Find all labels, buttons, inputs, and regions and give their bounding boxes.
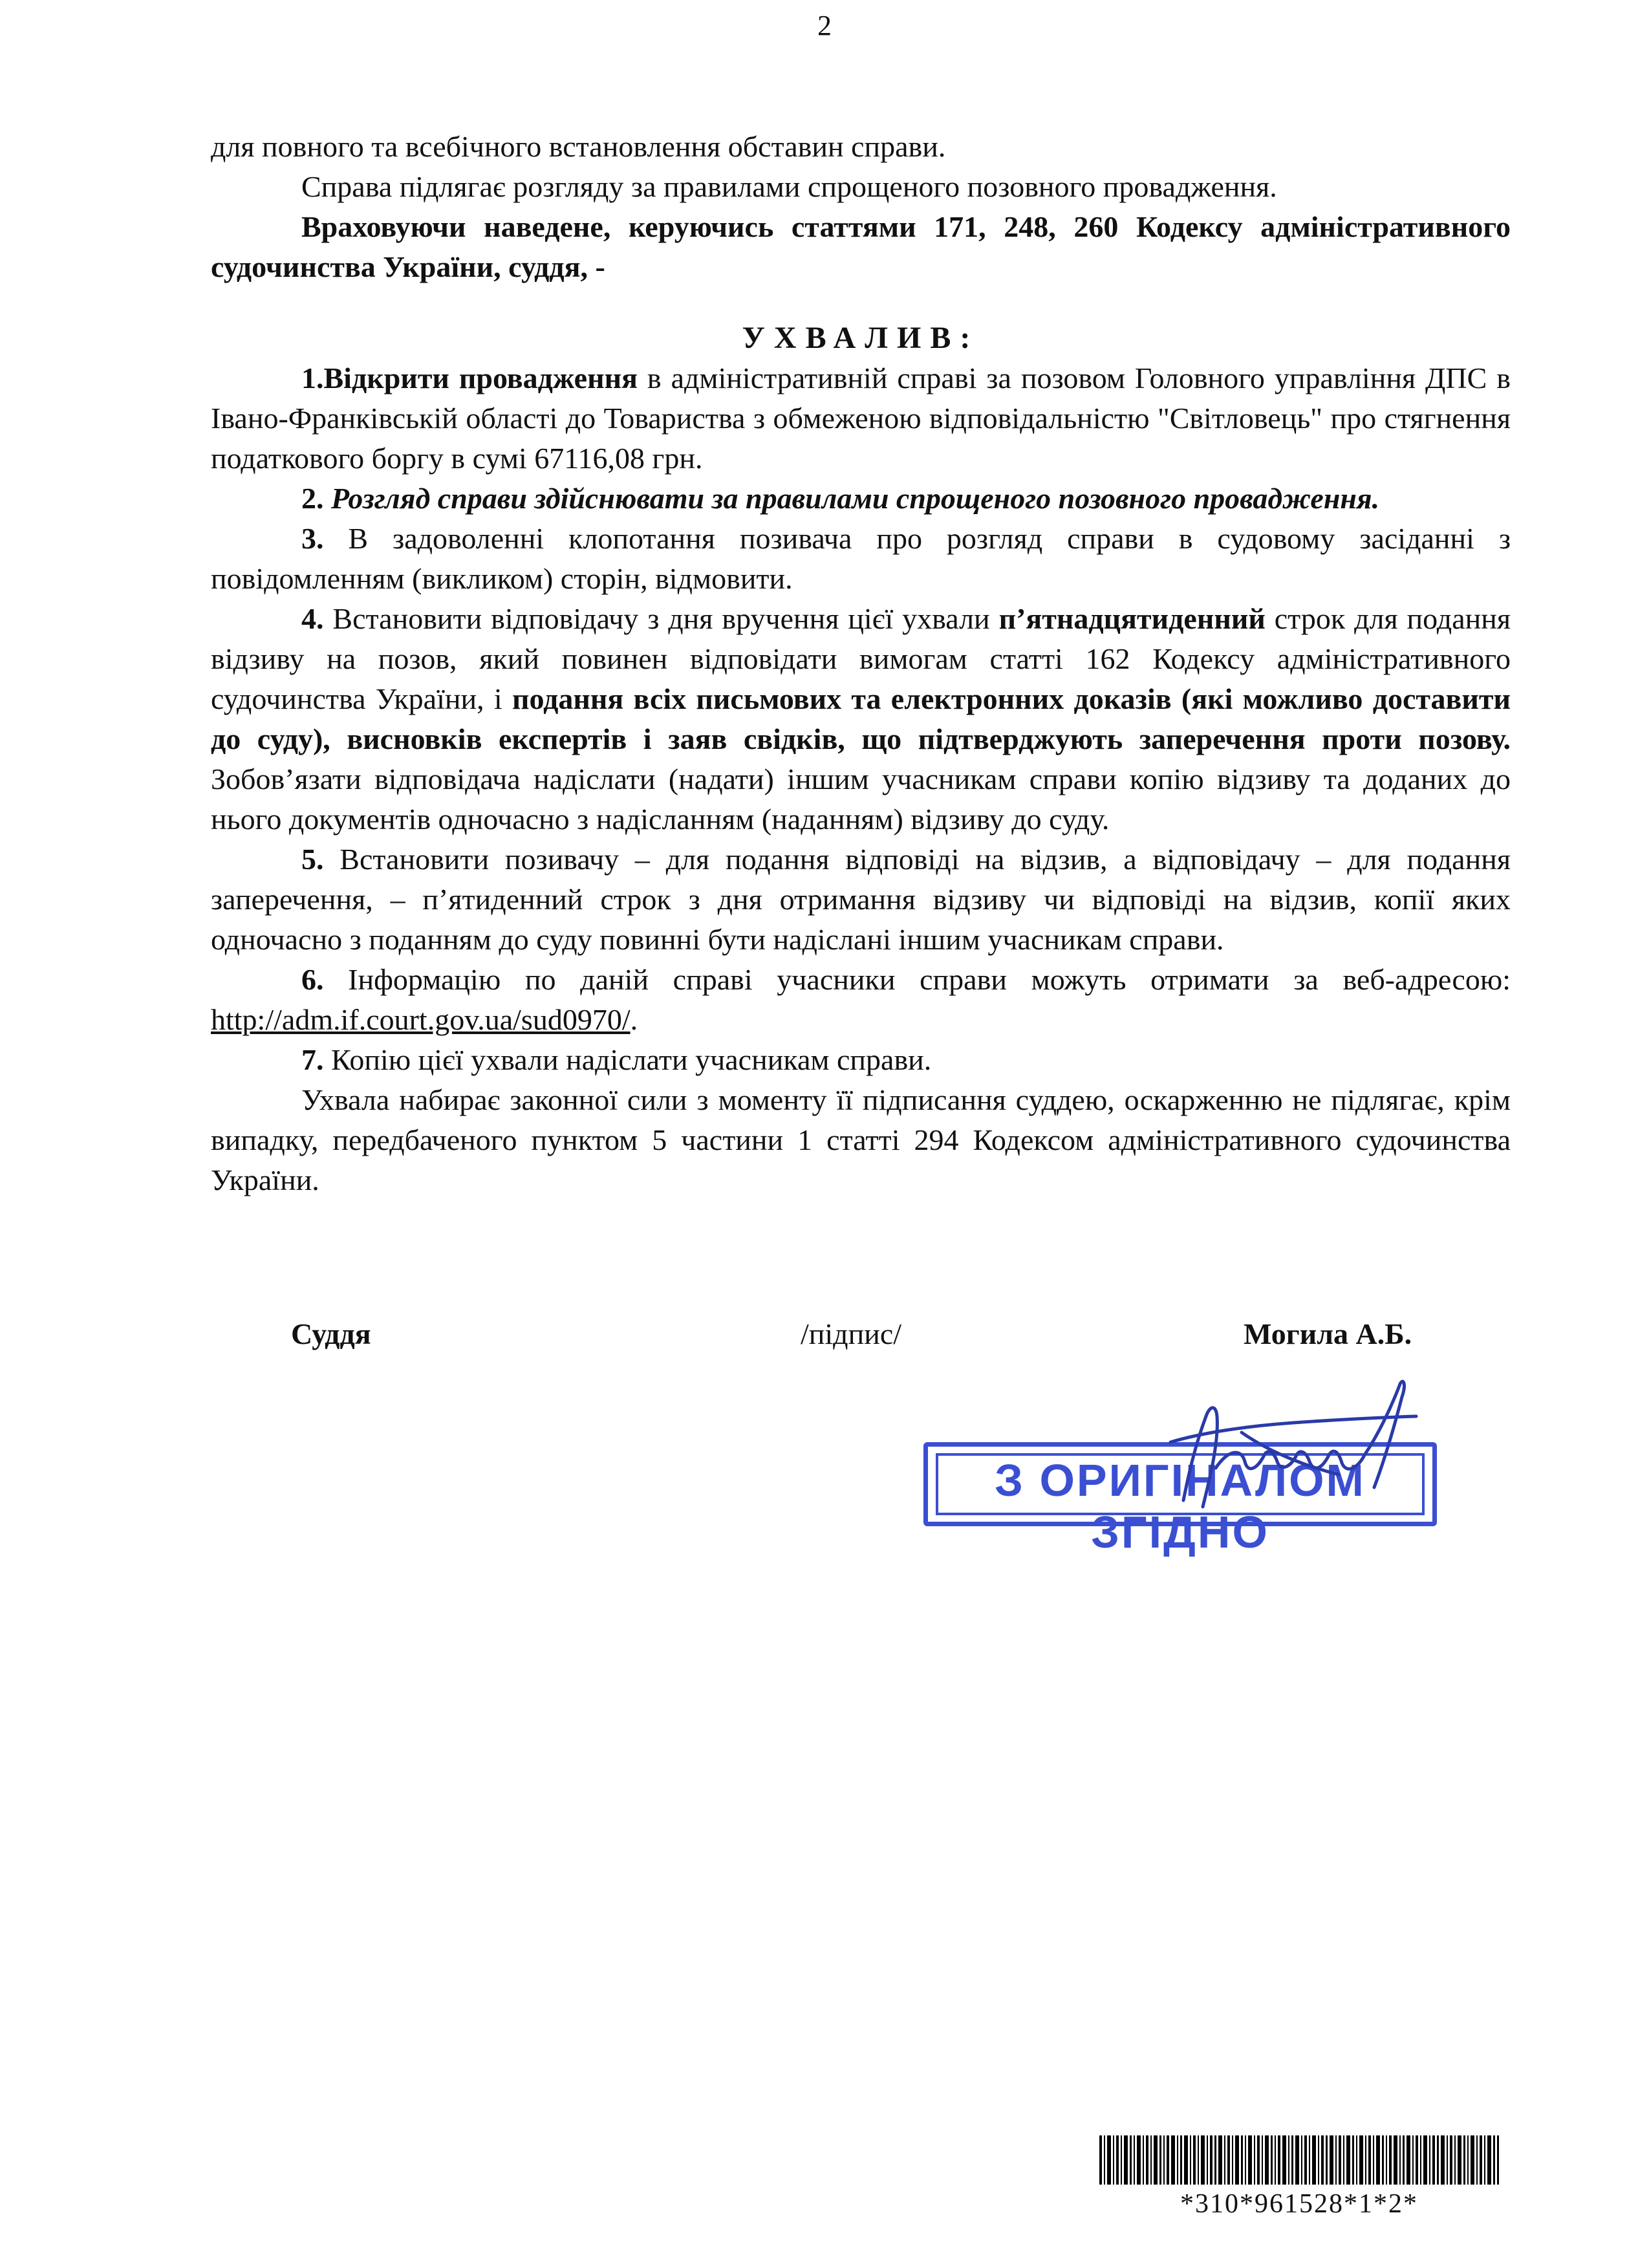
ruling-item-7 (211, 1040, 1511, 1080)
item-6-text: Інформацію по даній справі учасники справи можуть отримати за веб-адресою: (323, 963, 1511, 996)
barcode-text: *310*961528*1*2* (1180, 2189, 1418, 2219)
item-4-bold-b: подання всіх письмових та електронних доказів (які можливо доставити до суду), висновків експертів і заяв свідків, що підтверджують заперечення проти позову. (211, 682, 1511, 755)
item-number: 1. (301, 362, 324, 394)
ruling-item-2 (211, 479, 1511, 519)
item-7-text: Копію цієї ухвали надіслати учасникам справи. (323, 1043, 932, 1076)
signature-mark: /підпис/ (801, 1317, 902, 1350)
judge-role: Суддя (291, 1317, 371, 1350)
item-2-bold: Розгляд справи здійснювати за правилами спрощеного позовного провадження. (323, 482, 1380, 515)
item-number: 7. (301, 1043, 324, 1076)
item-number: 5. (301, 843, 324, 876)
court-website-link[interactable]: http://adm.if.court.gov.ua/sud0970/ (211, 1003, 630, 1036)
page-number: 2 (817, 10, 832, 41)
item-5-text: Встановити позивачу – для подання відповіді на відзив, а відповідачу – для подання заперечення, – п’ятиденний строк з дня отримання відзиву чи відповіді на відзив, копії яких одночасно з поданням до суду повинні бути надіслані іншим учасникам справи. (211, 843, 1511, 956)
ruling-item-6 (211, 960, 1511, 1040)
item-3-text: В задоволенні клопотання позивача про розгляд справи в судовому засіданні з повідомленням (викликом) сторін, відмовити. (211, 522, 1511, 595)
ruling-heading: УХВАЛИВ: (742, 321, 980, 355)
item-number: 2. (301, 482, 324, 515)
item-number: 3. (301, 522, 324, 555)
final-paragraph: Ухвала набирає законної сили з моменту її підписання суддею, оскарженню не підлягає, крім випадку, передбаченого пунктом 5 частини 1 статті 294 Кодексом адміністративного судочинства України. (211, 1083, 1511, 1196)
ruling-item-3 (211, 519, 1511, 599)
ruling-item-5 (211, 839, 1511, 960)
ruling-item-4 (211, 599, 1511, 839)
document-body (211, 127, 1511, 1200)
stamp-text: З ОРИГІНАЛОМ ЗГІДНО (995, 1455, 1366, 1557)
paragraph-procedure: Справа підлягає розгляду за правилами спрощеного позовного провадження. (301, 170, 1277, 203)
item-4-bold-a: п’ятнадцятиденний (998, 602, 1266, 635)
paragraph-continuation: для повного та всебічного встановлення обставин справи. (211, 130, 946, 163)
paragraph-grounds: Враховуючи наведене, керуючись статтями 171, 248, 260 Кодексу адміністративного судочинства України, суддя, - (211, 210, 1511, 283)
item-6-end: . (630, 1003, 638, 1036)
item-4-text-b: строк для подання відзиву на позов, який повинен відповідати вимогам статті 162 Кодексу адміністративного судочинства України, і (211, 602, 1511, 715)
judge-name: Могила А.Б. (1244, 1317, 1412, 1350)
item-4-text-a: Встановити відповідачу з дня вручення цієї ухвали (323, 602, 999, 635)
document-barcode (1099, 2135, 1499, 2185)
handwritten-signature (1145, 1371, 1455, 1526)
item-number: 6. (301, 963, 324, 996)
item-number: 4. (301, 602, 324, 635)
item-1-bold: Відкрити провадження (323, 362, 638, 394)
ruling-item-1 (211, 358, 1511, 479)
item-1-text: в адміністративній справі за позовом Головного управління ДПС в Івано-Франківській області до Товариства з обмеженою відповідальністю "Світловець" про стягнення податкового боргу в сумі 67116,08 грн. (211, 362, 1511, 475)
item-4-text-c: Зобов’язати відповідача надіслати (надати) іншим учасникам справи копію відзиву та доданих до нього документів одночасно з надісланням (наданням) відзиву до суду. (211, 762, 1511, 836)
